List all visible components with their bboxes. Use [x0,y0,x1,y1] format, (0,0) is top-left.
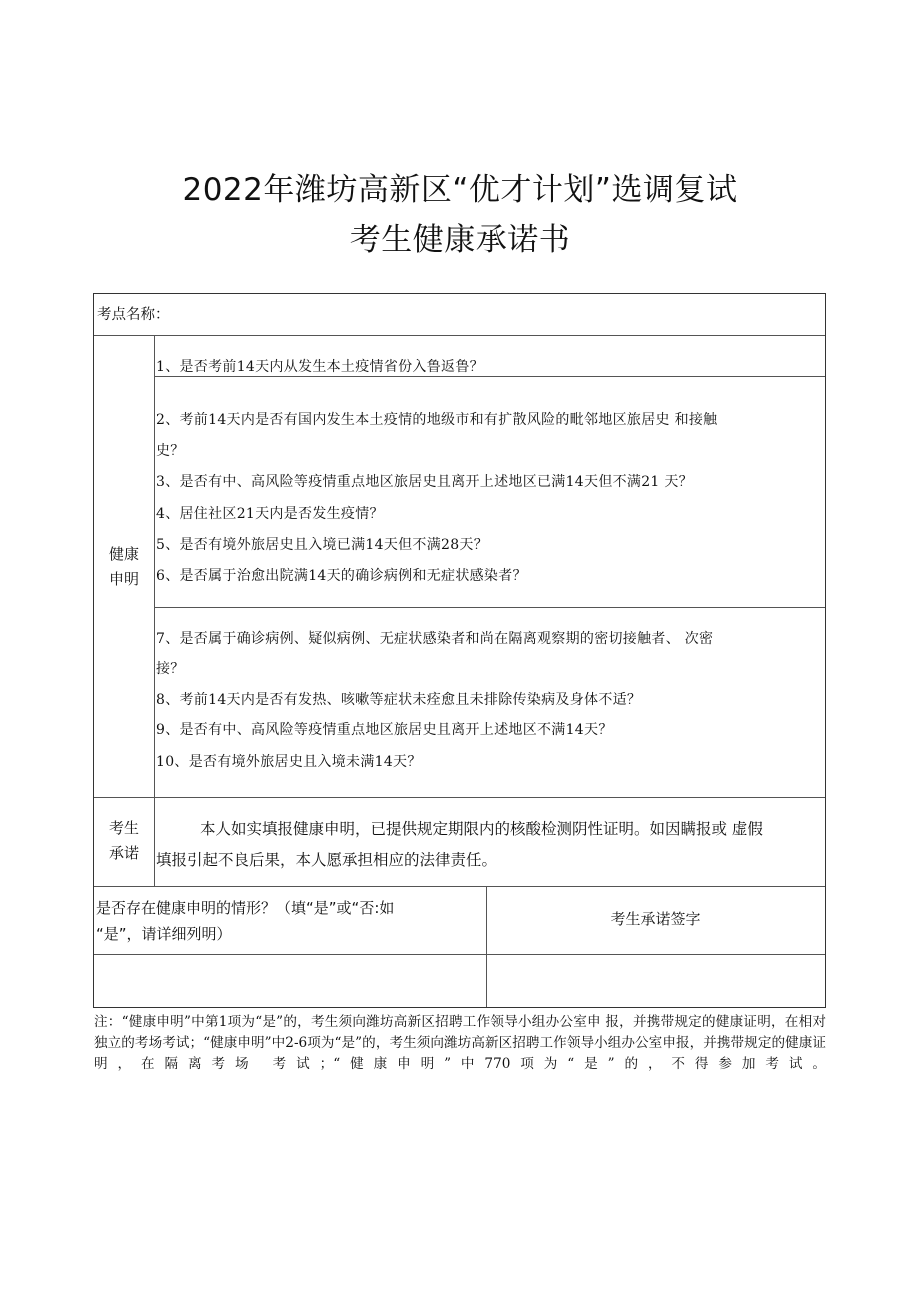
commitment-text [156,814,822,876]
commitment-label-line1: 考生 [108,819,139,837]
question-2-line2: 史？ [156,443,185,459]
document-title-line1: 2022年潍坊高新区“优才计划”选调复试 [182,172,738,208]
row-divider [94,335,825,336]
commitment-label [94,816,154,866]
situation-question [96,895,394,947]
signature-field[interactable] [487,955,825,1007]
row-divider [154,376,825,377]
situation-question-line1: 是否存在健康申明的情形？（填“是”或“否:如 [96,899,395,917]
row-divider [94,797,825,798]
row-divider [154,607,825,608]
question-5: 5、是否有境外旅居史且入境已满14天但不满28天？ [156,537,489,553]
situation-answer-field[interactable] [94,955,486,1007]
question-8: 8、考前14天内是否有发热、咳嗽等症状未痊愈且未排除传染病及身体不适？ [156,692,642,708]
health-declaration-label [94,542,154,592]
health-label-line1: 健康 [108,545,139,563]
document-title-line2: 考生健康承诺书 [349,222,571,258]
question-3: 3、是否有中、高风险等疫情重点地区旅居史且离开上述地区已满14天但不满21 天？ [156,474,693,490]
commitment-line1: 本人如实填报健康申明，已提供规定期限内的核酸检测阴性证明。如因瞒报或 虚假 [200,820,763,838]
health-label-line2: 申明 [108,570,139,588]
question-2-line1: 2、考前14天内是否有国内发生本土疫情的地级市和有扩散风险的毗邻地区旅居史 和接触 [156,412,718,428]
question-4: 4、居住社区21天内是否发生疫情？ [156,506,384,522]
question-7-line1: 7、是否属于确诊病例、疑似病例、无症状感染者和尚在隔离观察期的密切接触者、 次密 [156,631,714,647]
question-7-line2: 接？ [156,661,185,677]
situation-question-line2: “是”，请详细列明） [96,925,232,943]
signature-label: 考生承诺签字 [610,910,701,928]
footnote: 注：“健康申明”中第1项为“是”的，考生须向潍坊高新区招聘工作领导小组办公室申 报，并携带规定的健康证明，在相对独立的考场考试；“健康申明”中2-6项为“是”的，考生须向潍坊高新区招聘工作领导小组办公室申报，并携带规定的健康证明，在隔离考场 考试；“健康申明”中770项为“是”的，不得参加考试。 [94,1014,826,1072]
question-1: 1、是否考前14天内从发生本土疫情省份入鲁返鲁？ [156,359,484,375]
question-6: 6、是否属于治愈出院满14天的确诊病例和无症状感染者？ [156,568,527,584]
health-commitment-form [93,293,826,1008]
column-divider [154,335,155,886]
question-9: 9、是否有中、高风险等疫情重点地区旅居史且离开上述地区不满14天？ [156,722,613,738]
question-10: 10、是否有境外旅居史且入境未满14天？ [156,754,422,770]
row-divider [94,886,825,887]
commitment-line2: 填报引起不良后果，本人愿承担相应的法律责任。 [156,851,498,869]
commitment-label-line2: 承诺 [108,844,139,862]
venue-name-label: 考点名称： [97,307,170,323]
